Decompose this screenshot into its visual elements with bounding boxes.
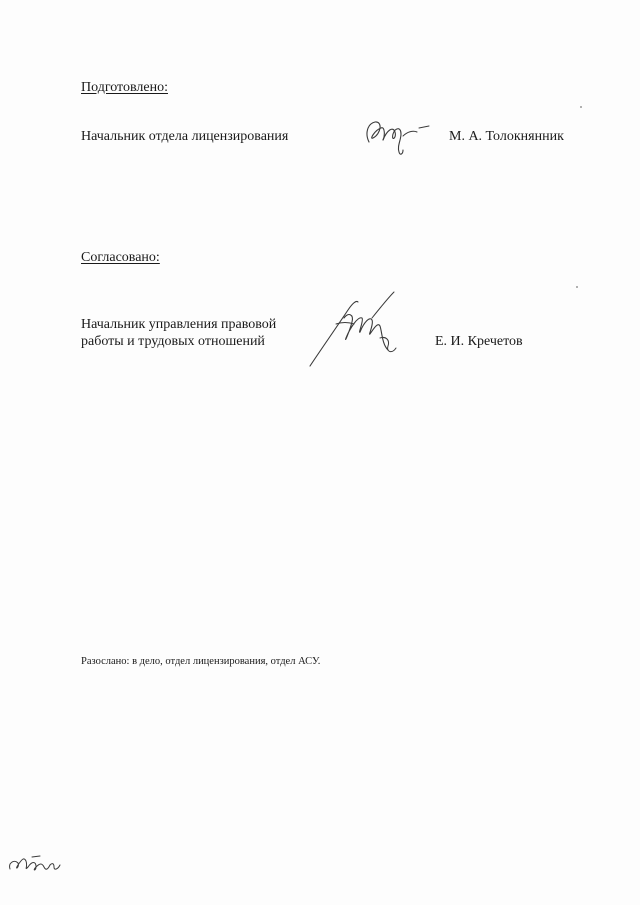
scan-speck (576, 286, 578, 288)
prepared-heading: Подготовлено: (81, 80, 168, 95)
approved-position-line2: работы и трудовых отношений (81, 334, 265, 349)
signature-krechetov (308, 288, 408, 370)
handwritten-margin-note (6, 851, 68, 877)
approved-position-line1: Начальник управления правовой (81, 317, 277, 332)
prepared-position: Начальник отдела лицензирования (81, 129, 289, 144)
approved-name: Е. И. Кречетов (435, 334, 523, 349)
prepared-name: М. А. Толокнянник (449, 129, 564, 144)
scan-speck (580, 106, 582, 108)
signature-tolokniannik (355, 112, 435, 160)
distribution-note: Разослано: в дело, отдел лицензирования, отдел АСУ. (81, 656, 321, 667)
approved-heading: Согласовано: (81, 250, 160, 265)
